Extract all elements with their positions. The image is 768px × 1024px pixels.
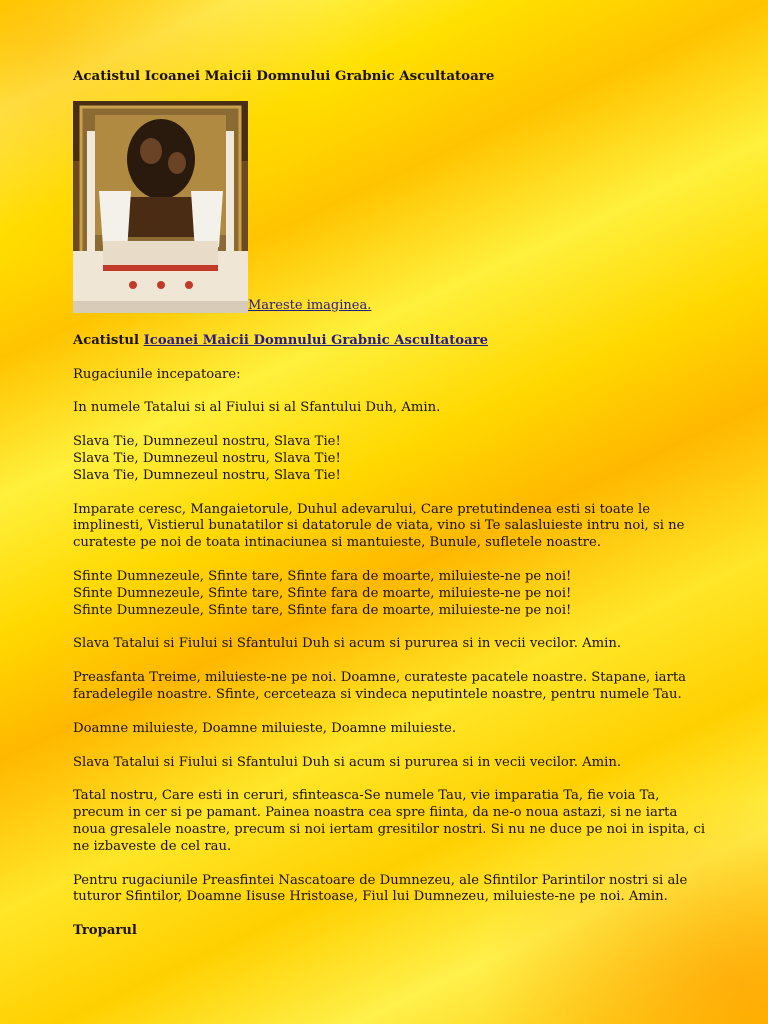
paragraph: Doamne miluieste, Doamne miluieste, Doamne miluieste. — [73, 720, 457, 736]
icon-illustration — [73, 101, 248, 313]
document-page — [73, 68, 713, 940]
paragraph: Imparate ceresc, Mangaietorule, Duhul adevarului, Care pretutindenea esti si toate le implinesti, Vistierul bunatatilor si datatorule de viata, vino si Te salasluieste intru noi, si ne curateste pe noi de toata intinaciunea si mantuieste, Bunule, sufletele noastre. — [73, 501, 685, 551]
paragraph: Sfinte Dumnezeule, Sfinte tare, Sfinte fara de moarte, miluieste-ne pe noi! Sfinte Dumnezeule, Sfinte tare, Sfinte fara de moarte, miluieste-ne pe noi! Sfinte Dumnezeule, Sfinte tare, Sfinte fara de moarte, miluieste-ne pe noi! — [73, 568, 572, 618]
paragraph: Slava Tatalui si Fiului si Sfantului Duh si acum si pururea si in vecii vecilor. Amin. — [73, 754, 622, 770]
paragraph: Preasfanta Treime, miluieste-ne pe noi. Doamne, curateste pacatele noastre. Stapane, iarta faradelegile noastre. Sfinte, cerceteaza si vindeca neputintele noastre, pentru numele Tau. — [73, 670, 686, 702]
troparul-heading: Troparul — [73, 923, 137, 939]
image-row — [73, 101, 713, 313]
document-title: Acatistul Icoanei Maicii Domnului Grabnic Ascultatoare — [73, 68, 495, 84]
paragraph: Slava Tatalui si Fiului si Sfantului Duh si acum si pururea si in vecii vecilor. Amin. — [73, 636, 622, 652]
paragraphs-container — [73, 367, 713, 907]
paragraph: Rugaciunile incepatoare: — [73, 366, 241, 382]
heading-prefix: Acatistul — [73, 332, 144, 348]
paragraph: In numele Tatalui si al Fiului si al Sfantului Duh, Amin. — [73, 400, 441, 416]
paragraph: Pentru rugaciunile Preasfintei Nascatoare de Dumnezeu, ale Sfintilor Parintilor nostri si ale tuturor Sfintilor, Doamne Iisuse Hristoase, Fiul lui Dumnezeu, miluieste-ne pe noi. Amin. — [73, 872, 688, 905]
section-heading — [73, 333, 713, 350]
icon-image[interactable] — [73, 101, 248, 313]
enlarge-image-link[interactable]: Mareste imaginea. — [248, 297, 372, 313]
heading-link[interactable]: Icoanei Maicii Domnului Grabnic Ascultatoare — [143, 332, 488, 348]
paragraph: Tatal nostru, Care esti in ceruri, sfinteasca-Se numele Tau, vie imparatia Ta, fie voia Ta, precum in cer si pe pamant. Painea noastra cea spre fiinta, da ne-o noua astazi, si ne iarta noua gresalele noastre, precum si noi iertam gresitilor nostri. Si nu ne duce pe noi in ispita, ci ne izbaveste de cel rau. — [73, 788, 706, 854]
paragraph: Slava Tie, Dumnezeul nostru, Slava Tie! Slava Tie, Dumnezeul nostru, Slava Tie! Slava Tie, Dumnezeul nostru, Slava Tie! — [73, 434, 341, 483]
